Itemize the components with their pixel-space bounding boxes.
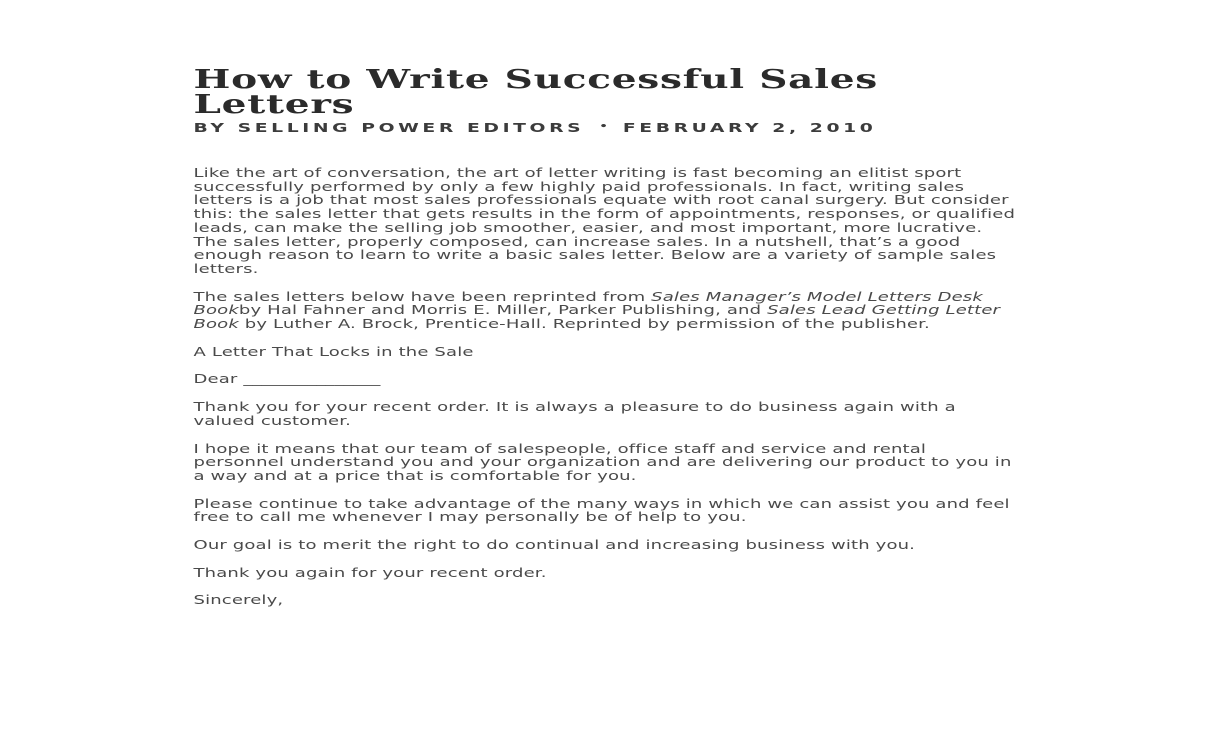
text-segment: Sincerely, — [193, 593, 284, 608]
text-segment: by Hal Fahner and Morris E. Miller, Parker Publishing, and — [238, 303, 768, 318]
letter-paragraph — [194, 539, 1022, 553]
closing-line — [194, 594, 1022, 608]
byline-author: BY SELLING POWER EDITORS — [193, 120, 585, 135]
text-segment: Dear _______________ — [193, 372, 381, 387]
text-segment: Thank you again for your recent order. — [193, 565, 547, 580]
text-segment: Like the art of conversation, the art of letter writing is fast becoming an elitist sport successfully performed by only a few highly paid professionals. In fact, writing sales letters is a job that most sales professionals equate with root canal surgery. But consider this: the sales letter that gets results in the form of appointments, responses, or qualified leads, can make the selling job smoother, easier, and most important, more lucrative. The sales letter, properly composed, can increase sales. In a nutshell, that’s a good enough reason to learn to write a basic sales letter. Below are a variety of sample sales letters. — [193, 166, 1016, 276]
text-segment: Thank you for your recent order. It is always a pleasure to do business again with a valued customer. — [193, 400, 956, 428]
article-body — [194, 167, 1022, 608]
letter-paragraph — [194, 401, 1022, 428]
book-title-italic: Sales Manager’s Model Letters Desk Book — [193, 289, 983, 318]
letter-paragraph — [194, 443, 1022, 484]
text-segment: Please continue to take advantage of the many ways in which we can assist you and feel free to call me whenever I may personally be of help to you. — [193, 496, 1010, 525]
letter-paragraph — [194, 567, 1022, 581]
letter-paragraph — [194, 498, 1022, 525]
article — [194, 0, 1022, 608]
byline-date: FEBRUARY 2, 2010 — [622, 120, 877, 135]
text-segment: by Luther A. Brock, Prentice-Hall. Reprinted by permission of the publisher. — [238, 317, 930, 332]
byline-separator-dot: • — [599, 122, 608, 132]
attribution-paragraph — [194, 291, 1022, 332]
text-segment: I hope it means that our team of salespeople, office staff and service and rental personnel understand you and your organization and are delivering our product to you in a way and at a price that is comfortable for you. — [193, 441, 1012, 483]
salutation-line — [194, 373, 1022, 387]
text-segment: The sales letters below have been reprinted from — [193, 289, 652, 304]
book-title-italic: Sales Lead Getting Letter Book — [193, 303, 1001, 332]
letter-heading — [194, 346, 1022, 360]
byline — [194, 121, 1022, 135]
intro-paragraph — [194, 167, 1022, 277]
page-title: How to Write Successful Sales Letters — [193, 65, 878, 120]
text-segment: Our goal is to merit the right to do continual and increasing business with you. — [193, 538, 916, 553]
text-segment: A Letter That Locks in the Sale — [193, 344, 474, 359]
